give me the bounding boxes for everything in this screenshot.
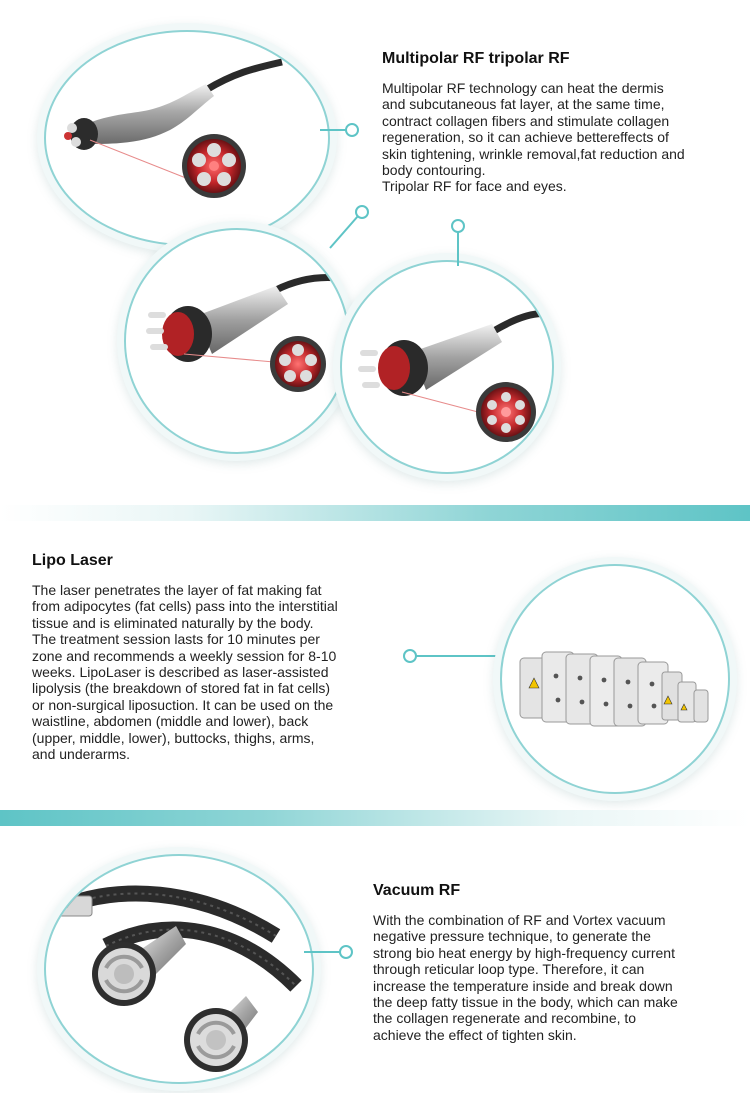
vacuum-rf-description: With the combination of RF and Vortex vacuum negative pressure technique, to generate the strong bio heat energy by high-frequency current through reticular loop type. Therefore, it can increase the temperature inside and break down the deep fatty tissue in the body, which can make the collagen regenerate and recombine, to achieve the effect of tighten skin. — [373, 912, 678, 1043]
vacuum-rf-connector — [304, 942, 356, 962]
lipo-laser-section — [0, 520, 750, 810]
tripolar-connector — [326, 200, 370, 252]
section-divider-band-2 — [0, 810, 750, 826]
tripolar-rf-handpiece-image — [124, 228, 350, 454]
multipolar-rf-description: Multipolar RF technology can heat the dermis and subcutaneous fat layer, at the same time, contract collagen fibers and stimulate collagen regeneration, so it can achieve bettereffects of skin tightening, wrinkle removal,fat reduction and body contouring. Tripolar RF for face and eyes. — [382, 80, 685, 195]
lipo-laser-description: The laser penetrates the layer of fat making fat from adipocytes (fat cells) pass into the interstitial tissue and is eliminated naturally by the body. The treatment session lasts for 10 minutes per zone and recommends a weekly session for 8-10 weeks. LipoLaser is described as laser-assisted lipolysis (the breakdown of stored fat in fat cells) or non-surgical liposuction. It can be used on the waistline, abdomen (middle and lower), back (upper, middle, lower), buttocks, thighs, arms, and underarms. — [32, 582, 338, 763]
face-handpiece-illustration — [342, 262, 552, 472]
multipolar-rf-section — [0, 0, 750, 505]
multipolar-connector — [320, 120, 360, 140]
laser-pads-illustration — [502, 566, 728, 792]
multipolar-rf-title: Multipolar RF tripolar RF — [382, 50, 570, 67]
multipolar-rf-handpiece-image — [44, 30, 330, 246]
vacuum-handpiece-illustration — [46, 856, 312, 1082]
lipo-laser-connector — [402, 646, 502, 666]
lipo-laser-pads-image — [500, 564, 730, 794]
vacuum-rf-section — [0, 826, 750, 1093]
tripolar-handpiece-illustration — [126, 230, 348, 452]
vacuum-rf-handpiece-image — [44, 854, 314, 1084]
section-divider-band — [0, 505, 750, 521]
vacuum-rf-title: Vacuum RF — [373, 882, 461, 899]
multipolar-handpiece-illustration — [46, 32, 328, 244]
lipo-laser-title: Lipo Laser — [32, 552, 113, 569]
face-eye-rf-handpiece-image — [340, 260, 554, 474]
face-eye-connector — [448, 216, 468, 268]
